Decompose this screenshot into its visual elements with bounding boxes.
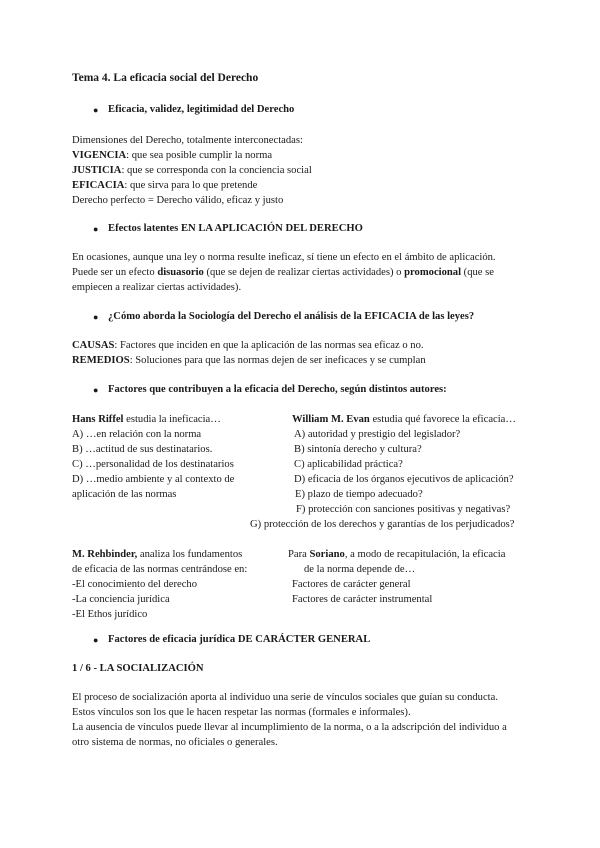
bullet-icon: ● bbox=[93, 385, 99, 395]
soriano-item: Factores de carácter general bbox=[292, 579, 411, 590]
causas-line: CAUSAS: Factores que inciden en que la aplicación de las normas sea eficaz o no. bbox=[72, 340, 424, 351]
evan-item: G) protección de los derechos y garantías de los perjudicados? bbox=[250, 519, 515, 530]
evan-item: B) sintonía derecho y cultura? bbox=[294, 444, 422, 455]
riffel-item: A) …en relación con la norma bbox=[72, 429, 202, 440]
remedios-line: REMEDIOS: Soluciones para que las normas dejen de ser ineficaces y se cumplan bbox=[72, 355, 426, 366]
justicia-line: JUSTICIA: que se corresponda con la conciencia social bbox=[72, 165, 312, 176]
section-heading-efectos-latentes: Efectos latentes EN LA APLICACIÓN DEL DERECHO bbox=[108, 223, 363, 234]
rehbinder-item: -El conocimiento del derecho bbox=[72, 579, 198, 590]
rehbinder-heading: M. Rehbinder, analiza los fundamentos bbox=[72, 549, 243, 560]
socializacion-paragraph-line-2: Estos vínculos son los que le hacen respetar las normas (formales e informales). bbox=[72, 707, 411, 718]
evan-item: D) eficacia de los órganos ejecutivos de aplicación? bbox=[294, 474, 514, 485]
evan-item: F) protección con sanciones positivas y negativas? bbox=[296, 504, 511, 515]
efectos-paragraph-line-3: empiecen a realizar ciertas actividades). bbox=[72, 282, 242, 293]
page-title: Tema 4. La eficacia social del Derecho bbox=[72, 72, 259, 84]
riffel-item: aplicación de las normas bbox=[72, 489, 177, 500]
perfect-law-line: Derecho perfecto = Derecho válido, eficaz y justo bbox=[72, 195, 284, 206]
rehbinder-item: -El Ethos jurídico bbox=[72, 609, 148, 620]
eficacia-line: EFICACIA: que sirva para lo que pretende bbox=[72, 180, 258, 191]
bullet-icon: ● bbox=[93, 224, 99, 234]
section-heading-sociologia: ¿Cómo aborda la Sociología del Derecho el análisis de la EFICACIA de las leyes? bbox=[108, 311, 475, 322]
rehbinder-item: -La conciencia jurídica bbox=[72, 594, 170, 605]
bullet-icon: ● bbox=[93, 105, 99, 115]
evan-item: E) plazo de tiempo adecuado? bbox=[295, 489, 423, 500]
socializacion-paragraph-line-3: La ausencia de vínculos puede llevar al incumplimiento de la norma, o a la adscripción del individuo a bbox=[72, 722, 507, 733]
soriano-heading: Para Soriano, a modo de recapitulación, la eficacia bbox=[288, 549, 506, 560]
riffel-item: C) …personalidad de los destinatarios bbox=[72, 459, 234, 470]
bullet-icon: ● bbox=[93, 635, 99, 645]
subheading-socializacion: 1 / 6 - LA SOCIALIZACIÓN bbox=[72, 663, 204, 674]
section-heading-factores-autores: Factores que contribuyen a la eficacia del Derecho, según distintos autores: bbox=[108, 384, 447, 395]
soriano-item: de la norma depende de… bbox=[304, 564, 416, 575]
section-heading-caracter-general: Factores de eficacia jurídica DE CARÁCTER GENERAL bbox=[108, 634, 371, 645]
evan-item: A) autoridad y prestigio del legislador? bbox=[294, 429, 461, 440]
evan-item: C) aplicabilidad práctica? bbox=[294, 459, 403, 470]
efectos-paragraph-line-1: En ocasiones, aunque una ley o norma resulte ineficaz, sí tiene un efecto en el ámbito de aplicación. bbox=[72, 252, 496, 263]
riffel-item: B) …actitud de sus destinatarios. bbox=[72, 444, 213, 455]
soriano-item: Factores de carácter instrumental bbox=[292, 594, 433, 605]
rehbinder-item: de eficacia de las normas centrándose en: bbox=[72, 564, 248, 575]
dimensions-intro: Dimensiones del Derecho, totalmente interconectadas: bbox=[72, 135, 303, 146]
socializacion-paragraph-line-1: El proceso de socialización aporta al individuo una serie de vínculos sociales que guían su conducta. bbox=[72, 692, 498, 703]
bullet-icon: ● bbox=[93, 312, 99, 322]
evan-heading: William M. Evan estudia qué favorece la eficacia… bbox=[292, 414, 516, 425]
riffel-item: D) …medio ambiente y al contexto de bbox=[72, 474, 235, 485]
riffel-heading: Hans Riffel estudia la ineficacia… bbox=[72, 414, 221, 425]
socializacion-paragraph-line-4: otro sistema de normas, no oficiales o generales. bbox=[72, 737, 278, 748]
vigencia-line: VIGENCIA: que sea posible cumplir la norma bbox=[72, 150, 273, 161]
section-heading-eficacia: Eficacia, validez, legitimidad del Derecho bbox=[108, 104, 295, 115]
efectos-paragraph-line-2: Puede ser un efecto disuasorio (que se dejen de realizar ciertas actividades) o promocional (que se bbox=[72, 267, 494, 278]
